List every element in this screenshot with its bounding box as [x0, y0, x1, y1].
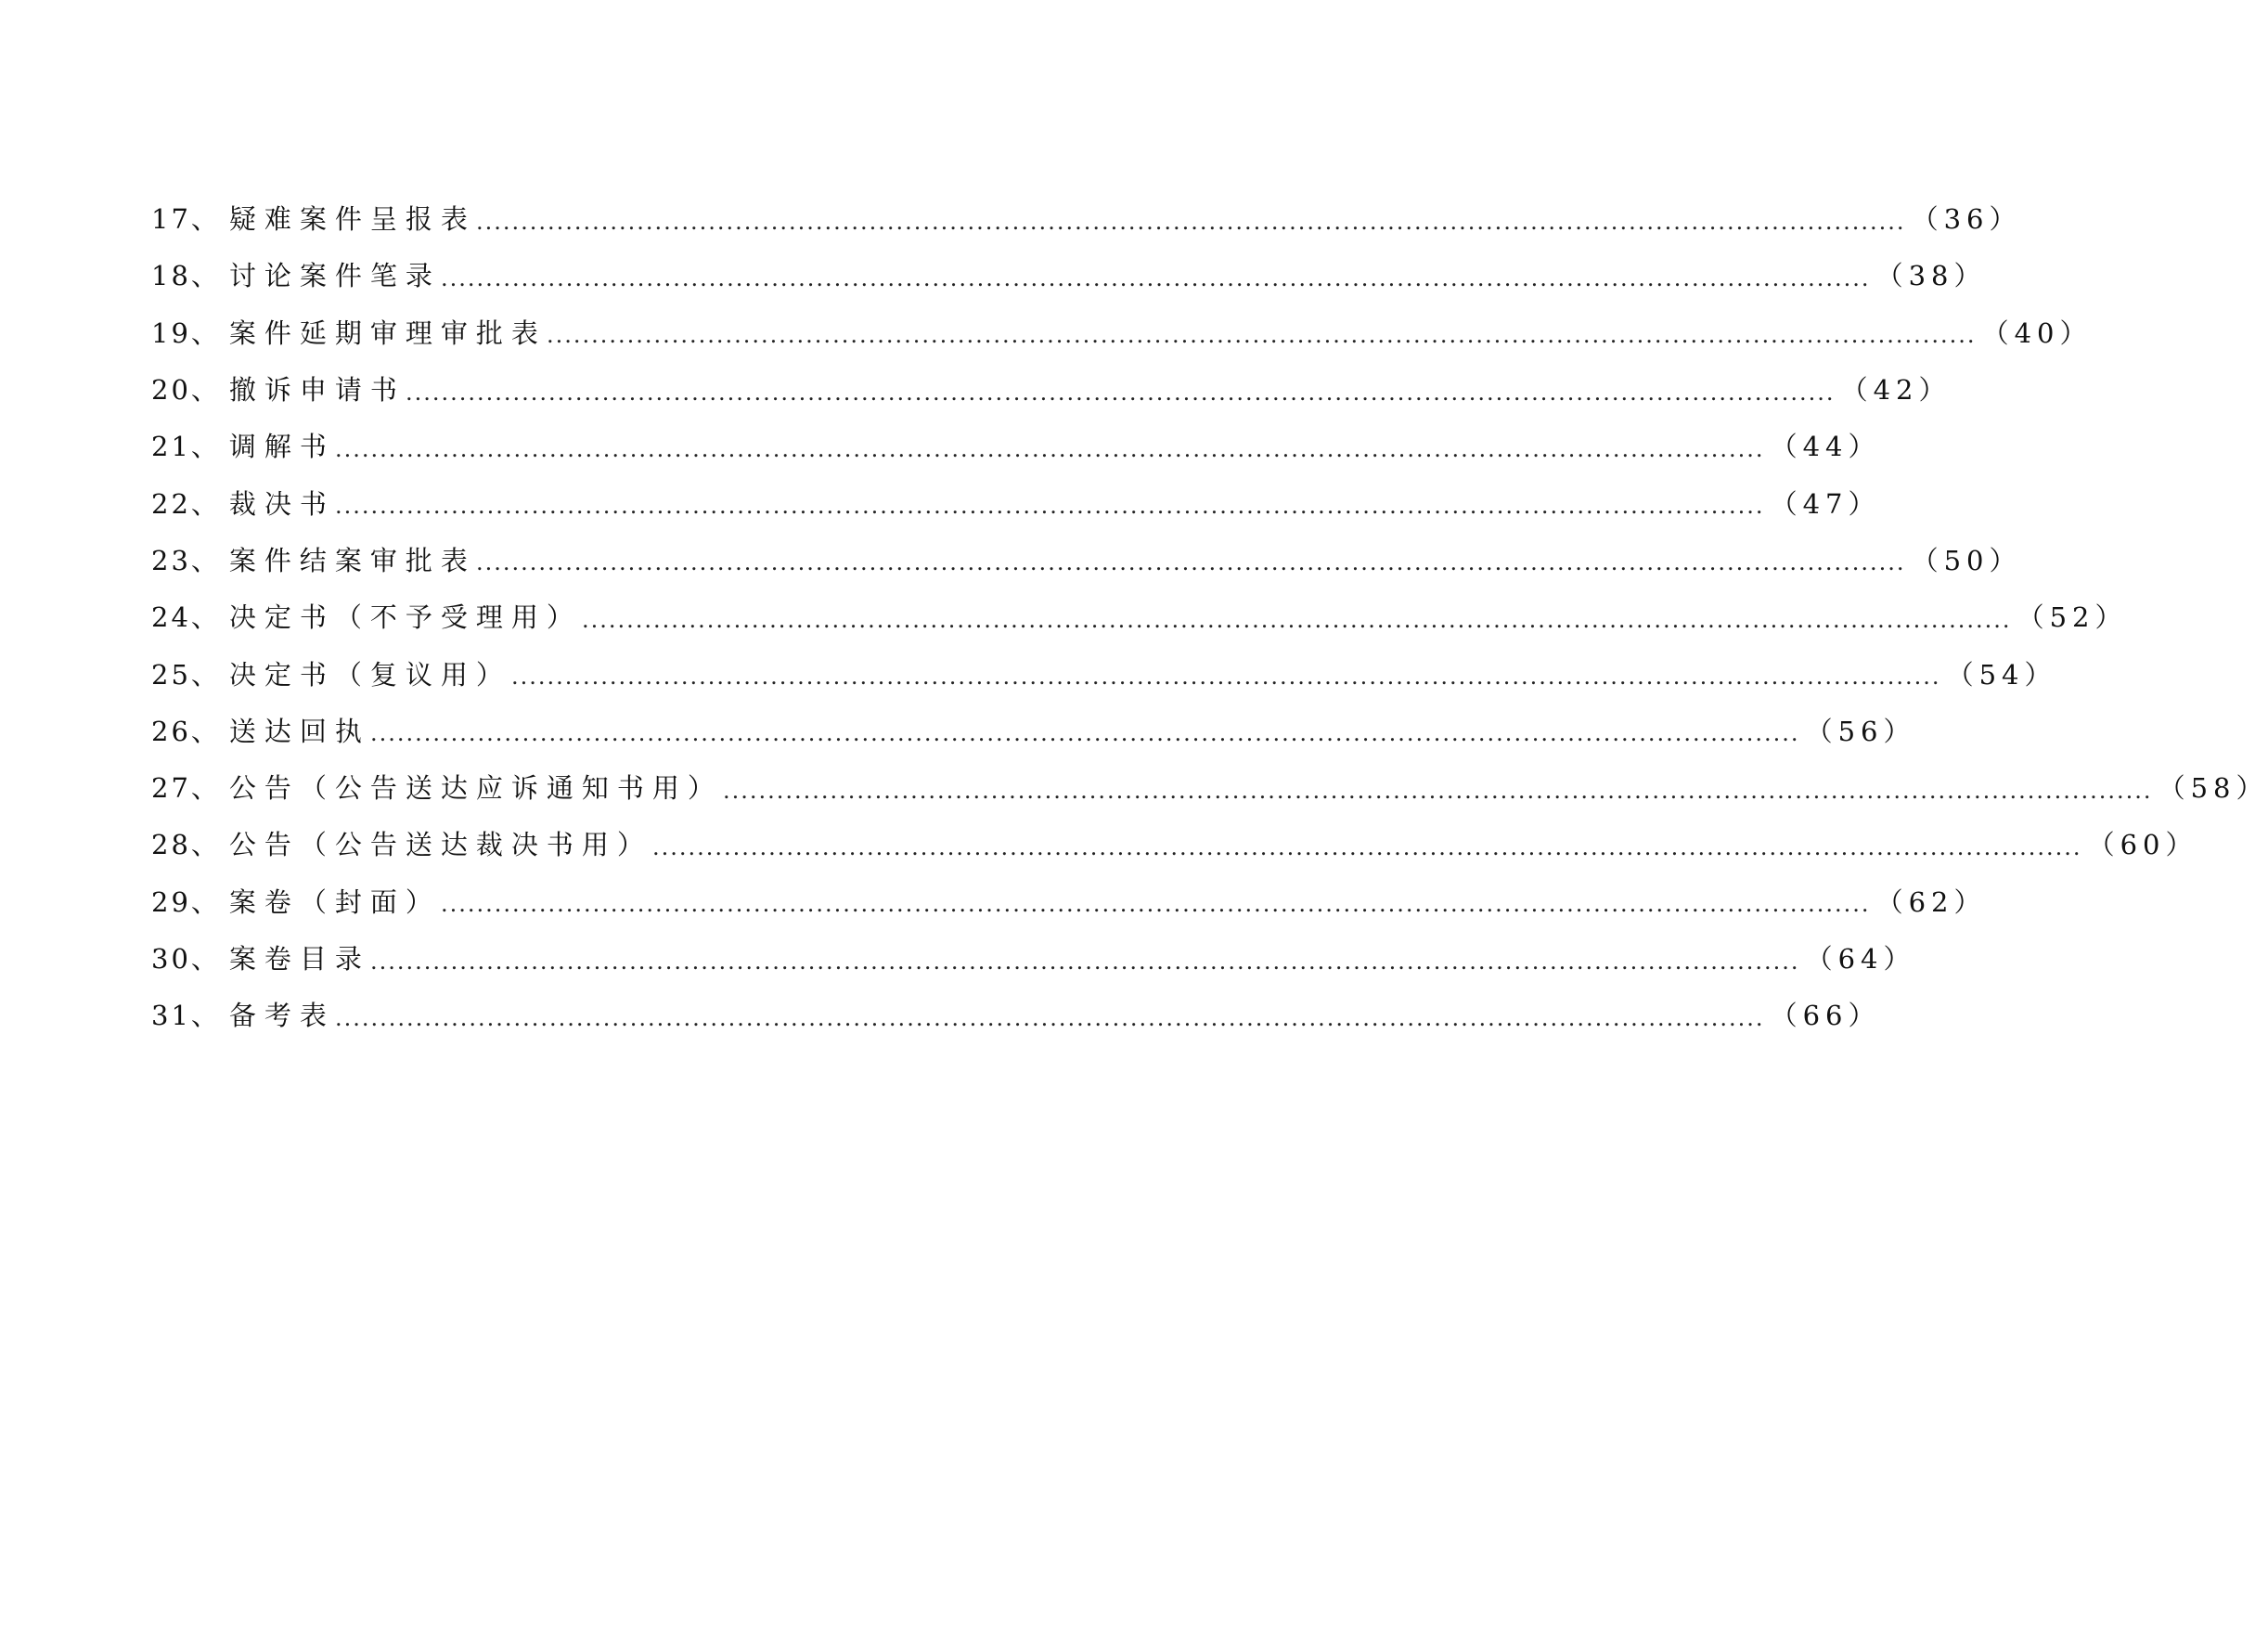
dot-leader: ................................................................................................................................................................	[722, 777, 2153, 804]
dot-leader: ................................................................................................................................................................	[651, 833, 2082, 860]
entry-page-number: （42）	[1840, 374, 1952, 407]
entry-title: 案件延期审理审批表	[228, 317, 547, 349]
entry-title: 案卷（封面）	[228, 885, 441, 918]
toc-entry[interactable]	[151, 248, 1987, 304]
toc-entry[interactable]	[151, 817, 2198, 873]
dot-leader: ................................................................................................................................................................	[369, 948, 1800, 975]
entry-number: 19	[151, 317, 191, 349]
entry-separator: 、	[190, 885, 218, 918]
entry-page-number: （54）	[1946, 658, 2057, 691]
entry-separator: 、	[190, 317, 218, 349]
entry-number: 20	[151, 374, 191, 407]
entry-separator: 、	[190, 203, 218, 236]
entry-number: 27	[151, 772, 191, 805]
entry-page-number: （64）	[1805, 943, 1916, 975]
entry-separator: 、	[190, 658, 218, 691]
entry-number: 28	[151, 829, 191, 861]
toc-entry[interactable]	[151, 305, 2093, 362]
dot-leader: ................................................................................................................................................................	[581, 606, 2012, 633]
table-of-contents	[151, 191, 2268, 1044]
toc-entry[interactable]	[151, 475, 1881, 532]
dot-leader: ................................................................................................................................................................	[475, 208, 1906, 235]
entry-title: 案件结案审批表	[228, 544, 476, 576]
dot-leader: ................................................................................................................................................................	[440, 891, 1871, 918]
dot-leader: ................................................................................................................................................................	[334, 1004, 1765, 1031]
entry-separator: 、	[190, 715, 218, 747]
entry-separator: 、	[190, 431, 218, 463]
entry-title: 疑难案件呈报表	[228, 203, 476, 236]
entry-title: 送达回执	[228, 715, 370, 747]
entry-page-number: （56）	[1805, 715, 1916, 747]
toc-entry[interactable]	[151, 931, 1916, 988]
toc-entry[interactable]	[151, 760, 2268, 817]
entry-page-number: （40）	[1981, 317, 2093, 349]
entry-title: 决定书（不予受理用）	[228, 601, 582, 634]
entry-separator: 、	[190, 544, 218, 576]
entry-title: 公告（公告送达应诉通知书用）	[228, 772, 723, 805]
entry-title: 案卷目录	[228, 943, 370, 975]
entry-separator: 、	[190, 487, 218, 520]
toc-entry[interactable]	[151, 533, 2022, 589]
entry-title: 决定书（复议用）	[228, 658, 511, 691]
toc-entry[interactable]	[151, 589, 2128, 646]
entry-number: 24	[151, 601, 191, 634]
entry-number: 18	[151, 260, 191, 292]
dot-leader: ................................................................................................................................................................	[546, 322, 1977, 349]
entry-title: 裁决书	[228, 487, 335, 520]
dot-leader: ................................................................................................................................................................	[510, 664, 1941, 691]
entry-page-number: （58）	[2158, 772, 2268, 805]
dot-leader: ................................................................................................................................................................	[369, 720, 1800, 747]
dot-leader: ................................................................................................................................................................	[475, 549, 1906, 576]
entry-number: 25	[151, 658, 191, 691]
toc-entry[interactable]	[151, 419, 1881, 475]
entry-page-number: （66）	[1770, 1000, 1881, 1032]
entry-page-number: （50）	[1911, 544, 2022, 576]
entry-page-number: （44）	[1770, 431, 1881, 463]
entry-title: 备考表	[228, 1000, 335, 1032]
toc-entry[interactable]	[151, 704, 1916, 760]
toc-entry[interactable]	[151, 646, 2057, 703]
entry-title: 公告（公告送达裁决书用）	[228, 829, 652, 861]
entry-title: 撤诉申请书	[228, 374, 406, 407]
entry-number: 21	[151, 431, 191, 463]
entry-title: 调解书	[228, 431, 335, 463]
entry-separator: 、	[190, 374, 218, 407]
entry-page-number: （36）	[1911, 203, 2022, 236]
entry-number: 22	[151, 487, 191, 520]
entry-separator: 、	[190, 260, 218, 292]
entry-page-number: （52）	[2017, 601, 2128, 634]
toc-entry[interactable]	[151, 874, 1987, 931]
entry-number: 17	[151, 203, 191, 236]
entry-number: 23	[151, 544, 191, 576]
toc-entry[interactable]	[151, 362, 1952, 419]
entry-separator: 、	[190, 829, 218, 861]
dot-leader: ................................................................................................................................................................	[440, 265, 1871, 291]
entry-number: 26	[151, 715, 191, 747]
entry-separator: 、	[190, 943, 218, 975]
entry-page-number: （60）	[2087, 829, 2198, 861]
entry-page-number: （47）	[1770, 487, 1881, 520]
entry-page-number: （62）	[1875, 885, 1987, 918]
entry-title: 讨论案件笔录	[228, 260, 441, 292]
entry-number: 30	[151, 943, 191, 975]
dot-leader: ................................................................................................................................................................	[334, 435, 1765, 462]
dot-leader: ................................................................................................................................................................	[405, 379, 1836, 406]
dot-leader: ................................................................................................................................................................	[334, 493, 1765, 520]
entry-number: 31	[151, 1000, 191, 1032]
toc-entry[interactable]	[151, 191, 2022, 248]
entry-separator: 、	[190, 601, 218, 634]
entry-page-number: （38）	[1875, 260, 1987, 292]
toc-entry[interactable]	[151, 988, 1881, 1044]
entry-separator: 、	[190, 772, 218, 805]
entry-separator: 、	[190, 1000, 218, 1032]
entry-number: 29	[151, 885, 191, 918]
